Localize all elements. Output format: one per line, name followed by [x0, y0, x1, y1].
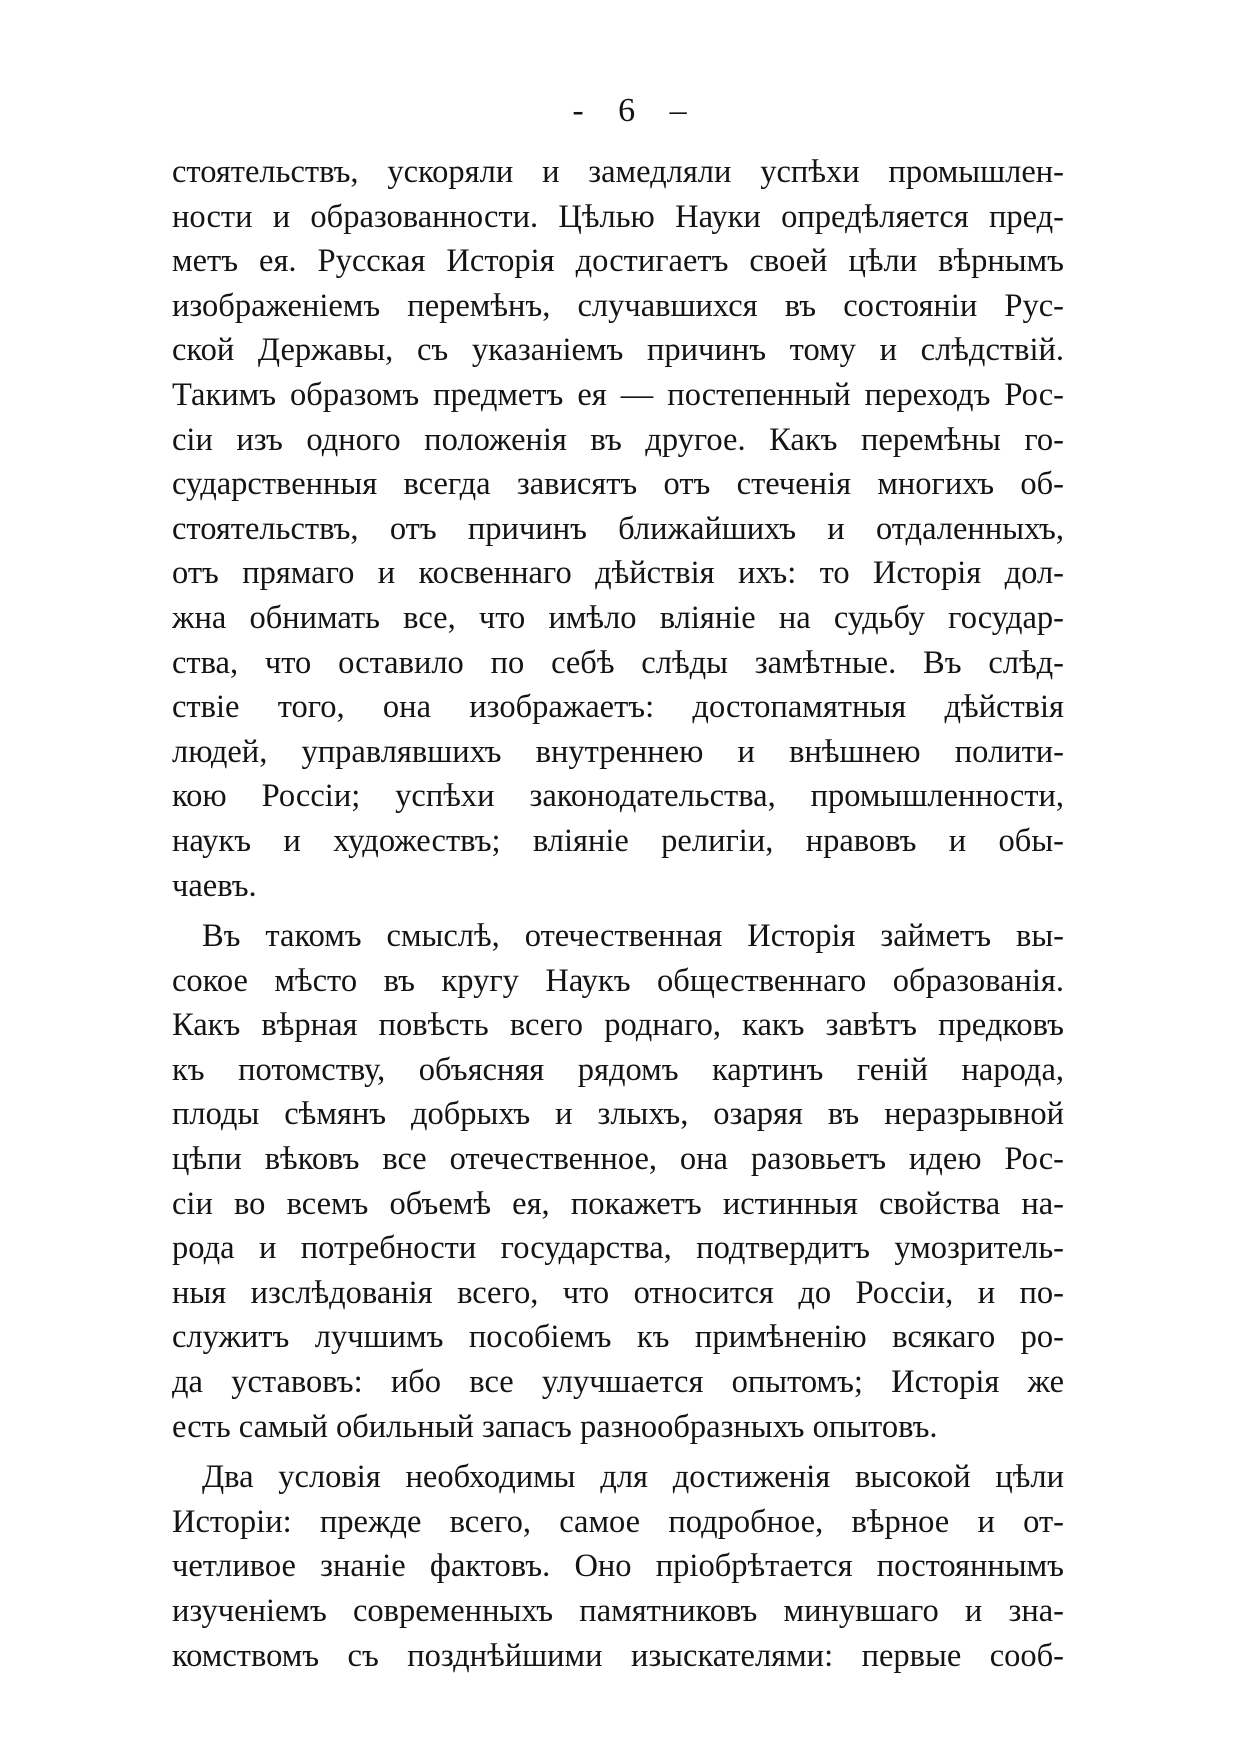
paragraph-2	[172, 914, 1064, 1449]
text-line: стоятельствъ, ускоряли и замедляли успѣхи промышлен-	[172, 154, 1064, 190]
text-line: служитъ лучшимъ пособіемъ къ примѣненію всякаго ро-	[172, 1319, 1064, 1356]
page-number: - 6 –	[572, 92, 689, 129]
text-line: ствіе того, она изображаетъ: достопамятныя дѣйствія	[172, 689, 1064, 726]
text-line: сіи во всемъ объемѣ ея, покажетъ истинныя свойства на-	[172, 1185, 1064, 1222]
text-line: ской Державы, съ указаніемъ причинъ тому и слѣдствій.	[172, 332, 1064, 369]
text-line: четливое знаніе фактовъ. Оно пріобрѣтается постояннымъ	[172, 1548, 1064, 1585]
text-line: цѣпи вѣковъ все отечественное, она разовьетъ идею Рос-	[172, 1141, 1064, 1178]
text-line: стоятельствъ, отъ причинъ ближайшихъ и отдаленныхъ,	[172, 510, 1064, 547]
text-line: ности и образованности. Цѣлью Науки опредѣляется пред-	[172, 198, 1064, 235]
text-line: отъ прямаго и косвеннаго дѣйствія ихъ: то Исторія дол-	[172, 555, 1064, 592]
text-line: сіи изъ одного положенія въ другое. Какъ перемѣны го-	[172, 421, 1064, 458]
text-line: изображеніемъ перемѣнъ, случавшихся въ состояніи Рус-	[172, 287, 1064, 324]
text-line: есть самый обильный запасъ разнообразныхъ опытовъ.	[172, 1408, 938, 1445]
text-line: Исторіи: прежде всего, самое подробное, вѣрное и от-	[172, 1503, 1064, 1540]
text-line: изученіемъ современныхъ памятниковъ минувшаго и зна-	[172, 1593, 1064, 1629]
text-line: сокое мѣсто въ кругу Наукъ общественнаго образованія.	[172, 962, 1064, 999]
text-line: Въ такомъ смыслѣ, отечественная Исторія займетъ вы-	[202, 918, 1064, 955]
paragraph-3	[172, 1455, 1064, 1678]
text-line: людей, управлявшихъ внутреннею и внѣшнею полити-	[172, 733, 1064, 770]
text-line: ства, что оставило по себѣ слѣды замѣтные. Въ слѣд-	[172, 644, 1064, 681]
text-line: рода и потребности государства, подтвердитъ умозритель-	[172, 1230, 1064, 1267]
text-line: наукъ и художествъ; вліяніе религіи, нравовъ и обы-	[172, 822, 1064, 859]
text-line: сударственныя всегда зависятъ отъ стеченія многихъ об-	[172, 466, 1064, 503]
text-line: къ потомству, объясняя рядомъ картинъ геній народа,	[172, 1051, 1064, 1088]
paragraph-1	[172, 150, 1064, 908]
body-text	[172, 150, 1064, 1678]
text-line: комствомъ съ позднѣйшими изыскателями: первые сооб-	[172, 1637, 1064, 1674]
text-line: плоды сѣмянъ добрыхъ и злыхъ, озаряя въ неразрывной	[172, 1096, 1064, 1133]
text-line: Какъ вѣрная повѣсть всего роднаго, какъ завѣтъ предковъ	[172, 1007, 1064, 1044]
text-line: Такимъ образомъ предметъ ея — постепенный переходъ Рос-	[172, 376, 1064, 413]
text-line: чаевъ.	[172, 867, 257, 904]
text-line: кою Россіи; успѣхи законодательства, промышленности,	[172, 778, 1064, 815]
text-line: да уставовъ: ибо все улучшается опытомъ; Исторія же	[172, 1364, 1064, 1401]
text-line: ныя изслѣдованія всего, что относится до Россіи, и по-	[172, 1274, 1064, 1311]
text-line: метъ ея. Русская Исторія достигаетъ своей цѣли вѣрнымъ	[172, 243, 1064, 280]
text-line: жна обнимать все, что имѣло вліяніе на судьбу государ-	[172, 599, 1064, 636]
text-line: Два условія необходимы для достиженія высокой цѣли	[202, 1459, 1064, 1496]
